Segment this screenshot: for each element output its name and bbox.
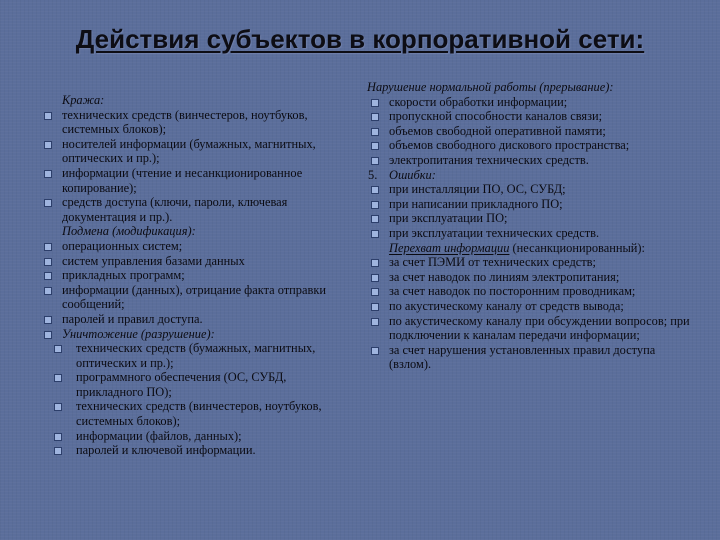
- square-bullet-icon: [44, 141, 52, 149]
- square-bullet-icon: [371, 128, 379, 136]
- list-item: прикладных программ;: [40, 268, 340, 283]
- square-bullet-icon: [44, 112, 52, 120]
- square-bullet-icon: [54, 433, 62, 441]
- list-item: объемов свободного дискового пространства;: [367, 138, 697, 153]
- list-item: по акустическому каналу при обсуждении вопросов; при подключении к каналам передачи информации;: [367, 314, 697, 343]
- square-bullet-icon: [371, 318, 379, 326]
- list-item: скорости обработки информации;: [367, 95, 697, 110]
- list-heading: [40, 224, 340, 239]
- square-bullet-icon: [44, 170, 52, 178]
- sub-list-item: технических средств (винчестеров, ноутбуков, системных блоков);: [40, 399, 340, 428]
- left-column: [40, 93, 340, 458]
- square-bullet-icon: [371, 259, 379, 267]
- heading-destruction: Уничтожение (разрушение):: [62, 326, 215, 341]
- heading-errors: Ошибки:: [389, 167, 436, 182]
- square-bullet-icon: [371, 347, 379, 355]
- square-bullet-icon: [54, 374, 62, 382]
- list-heading: Нарушение нормальной работы (прерывание):: [367, 80, 614, 94]
- square-bullet-icon: [54, 345, 62, 353]
- list-item: по акустическому каналу от средств вывода;: [367, 299, 697, 314]
- square-bullet-icon: [44, 243, 52, 251]
- list-item: электропитания технических средств.: [367, 153, 697, 168]
- list-number: 5.: [368, 167, 378, 182]
- list-item: информации (чтение и несанкционированное копирование);: [40, 166, 340, 195]
- list-item: за счет ПЭМИ от технических средств;: [367, 255, 697, 270]
- sub-list-item: паролей и ключевой информации.: [40, 443, 340, 458]
- square-bullet-icon: [371, 186, 379, 194]
- list-item: операционных систем;: [40, 239, 340, 254]
- square-bullet-icon: [44, 316, 52, 324]
- sub-list-item: программного обеспечения (ОС, СУБД, прикладного ПО);: [40, 370, 340, 399]
- list-item: при инсталляции ПО, ОС, СУБД;: [367, 182, 697, 197]
- right-column: [367, 80, 697, 372]
- heading-theft: Кража:: [62, 93, 105, 107]
- list-heading: [40, 327, 340, 342]
- list-item: при эксплуатации ПО;: [367, 211, 697, 226]
- square-bullet-icon: [44, 272, 52, 280]
- square-bullet-icon: [371, 201, 379, 209]
- list-item: при написании прикладного ПО;: [367, 197, 697, 212]
- square-bullet-icon: [54, 447, 62, 455]
- square-bullet-icon: [371, 288, 379, 296]
- square-bullet-icon: [371, 215, 379, 223]
- list-item: средств доступа (ключи, пароли, ключевая документация и пр.).: [40, 195, 340, 224]
- page-title: Действия субъектов в корпоративной сети:: [75, 24, 645, 54]
- list-item: объемов свободной оперативной памяти;: [367, 124, 697, 139]
- square-bullet-icon: [371, 303, 379, 311]
- square-bullet-icon: [371, 157, 379, 165]
- heading-disruption: Нарушение нормальной работы: [367, 80, 537, 94]
- square-bullet-icon: [371, 99, 379, 107]
- sub-list-item: информации (файлов, данных);: [40, 429, 340, 444]
- sub-list-item: технических средств (бумажных, магнитных, оптических и пр.);: [40, 341, 340, 370]
- square-bullet-icon: [44, 199, 52, 207]
- square-bullet-icon: [44, 287, 52, 295]
- list-item: систем управления базами данных: [40, 254, 340, 269]
- list-item: паролей и правил доступа.: [40, 312, 340, 327]
- square-bullet-icon: [44, 331, 52, 339]
- heading-substitution: Подмена (модификация):: [62, 224, 196, 239]
- list-item: за счет наводок по линиям электропитания;: [367, 270, 697, 285]
- square-bullet-icon: [371, 274, 379, 282]
- list-item: за счет наводок по посторонним проводникам;: [367, 284, 697, 299]
- list-item: при эксплуатации технических средств.: [367, 226, 697, 241]
- list-item: за счет нарушения установленных правил доступа (взлом).: [367, 343, 697, 372]
- list-item: пропускной способности каналов связи;: [367, 109, 697, 124]
- list-heading: Перехват информации (несанкционированный):: [389, 240, 646, 255]
- list-item: информации (данных), отрицание факта отправки сообщений;: [40, 283, 340, 312]
- list-item: носителей информации (бумажных, магнитных, оптических и пр.);: [40, 137, 340, 166]
- numbered-heading: [367, 168, 697, 183]
- heading-interception: Перехват информации: [389, 240, 510, 255]
- square-bullet-icon: [44, 258, 52, 266]
- list-item: технических средств (винчестеров, ноутбуков, системных блоков);: [40, 108, 340, 137]
- square-bullet-icon: [371, 113, 379, 121]
- list-heading: [40, 93, 340, 108]
- square-bullet-icon: [371, 230, 379, 238]
- square-bullet-icon: [371, 142, 379, 150]
- square-bullet-icon: [54, 403, 62, 411]
